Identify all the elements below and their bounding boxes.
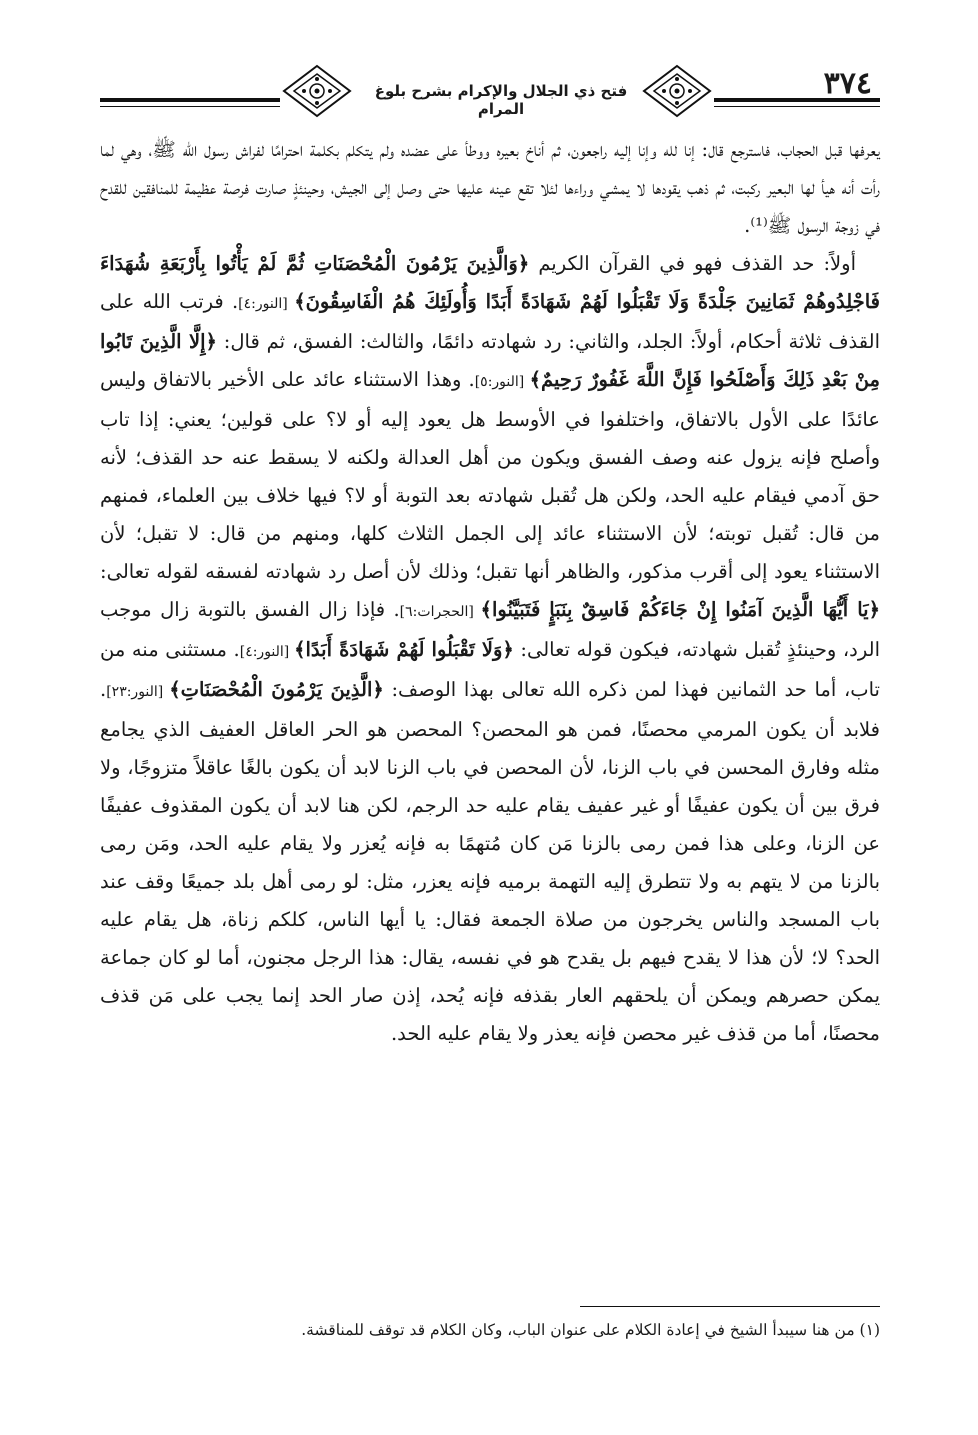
- sura-reference: [النور:٤]: [239, 644, 295, 660]
- page-number: ٣٧٤: [823, 66, 872, 101]
- text-run: . مستثنى منه من تاب، أما حد الثمانين فهذا لمن ذكره الله تعالى بهذا الوصف:: [100, 638, 880, 701]
- quran-quote: ﴿يَا أَيُّهَا الَّذِينَ آمَنُوا إِنْ جَاءَكُمْ فَاسِقٌ بِنَبَإٍ فَتَبَيَّنُوا﴾: [480, 598, 880, 621]
- footnote: (١) من هنا سيبدأ الشيخ في إعادة الكلام على عنوان الباب، وكان الكلام قد توقف للمناقشة.: [301, 1321, 880, 1339]
- quran-quote: ﴿إِلَّا الَّذِينَ تَابُوا مِنْ بَعْدِ ذَلِكَ وَأَصْلَحُوا فَإِنَّ اللَّهَ غَفُورٌ رَحِيمٌ﴾: [100, 330, 880, 391]
- quran-quote: ﴿وَالَّذِينَ يَرْمُونَ الْمُحْصَنَاتِ ثُمَّ لَمْ يَأْتُوا بِأَرْبَعَةِ شُهَدَاءَ فَاجْلِدُوهُمْ ثَمَانِينَ جَلْدَةً وَلَا تَقْبَلُوا لَهُمْ شَهَادَةً أَبَدًا وَأُولَئِكَ هُمُ الْفَاسِقُونَ﴾: [100, 252, 880, 313]
- sura-reference: [النور:٤]: [238, 296, 295, 312]
- text-run: . فإذا زال الفسق بالتوبة زال موجب الرد، وحينئذٍ تُقبل شهادته، فيكون قوله تعالى:: [100, 598, 880, 661]
- running-title: فتح ذي الجلال والإكرام بشرح بلوغ المرام: [352, 82, 650, 118]
- page-header: [100, 60, 880, 122]
- text-run: . فرتب الله على القذف ثلاثة أحكام، أولاً: الجلد، والثاني: رد شهادته دائمًا، والثالث: الفسق، ثم قال:: [100, 290, 880, 353]
- text-run: . وهذا الاستثناء عائد على الأخير بالاتفاق وليس عائدًا على الأول بالاتفاق، واختلفوا في الأوسط هل يعود إليه أو لا؟ على قولين؛ يعني: إذا تاب وأصلح فإنه يزول عنه وصف الفسق ويكون من أهل العدالة ولكنه لا يسقط عنه حد القذف؛ لأنه حق آدمي فيقام عليه الحد، ولكن هل تُقبل شهادته بعد التوبة أو لا؟ فيها خلاف بين العلماء، فمنهم من قال: تُقبل توبته؛ لأن الاستثناء عائد إلى الجمل الثلاث كلها، ومنهم من قال: لا تقبل؛ لأن الاستثناء يعود إلى أقرب مذكور، والظاهر أنها تقبل؛ وذلك لأن أصل رد شهادته لفسقه لقوله تعالى:: [100, 368, 880, 583]
- main-text: [100, 131, 880, 1053]
- ornament-right-icon: [640, 62, 714, 120]
- text-run: . فلابد أن يكون المرمي محصنًا، فمن هو المحصن؟ المحصن هو الحر العاقل العفيف الذي يجامع مثله وفارق المحسن في باب الزنا، لأن المحصن في باب الزنا لابد أن يكون بالغًا عاقلاً متزوجًا، ولا فرق بين أن يكون عفيفًا أو غير عفيف يقام عليه حد الرجم، لكن هنا لابد أن يكون المقذوف عفيفًا عن الزنا، وعلى هذا فمن رمى بالزنا مَن كان مُتهمًا به فإنه يُعزر ولا يقام عليه الحد، ومَن رمى بالزنا من لا يتهم به ولا تتطرق إليه التهمة برميه فإنه يعزر، مثل: لو رمى أهل بلد جميعًا وقف عند باب المسجد والناس يخرجون من صلاة الجمعة فقال: يا أيها الناس، كلكم زناة، هل يقام عليه الحد؟ لا؛ لأن هذا لا يقدح فيهم بل يقدح هو في نفسه، يقال: هذا الرجل مجنون، أما لو كان جماعة يمكن حصرهم ويمكن أن يلحقهم العار بقذفه فإنه يُحد، إذن صار الحد إنما يجب على مَن قذف محصنًا، أما من قذف غير محصن فإنه يعذر ولا يقام عليه الحد.: [100, 678, 880, 1045]
- sura-reference: [النور:٢٣]: [106, 684, 170, 700]
- paragraph-1: يعرفها قبل الحجاب، فاسترجع قال: إنا لله وإنا إليه راجعون، ثم أناخ بعيره ووطأ على عضده ولم يتكلم بكلمة احترامًا لفراش رسول الله ﷺ، وهي لما رأت أنه هيأ لها البعير ركبت، ثم ذهب يقودها لا يمشي وراءها لئلا تقع عينه عليها حتى وصل إلى الجيش، وحينئذٍ صارت فرصة عظيمة للمنافقين للقدح في زوجة الرسول ﷺ⁽¹⁾.: [100, 138, 880, 237]
- footnote-separator: [580, 1306, 880, 1307]
- paragraph-2: [100, 245, 880, 1053]
- text-run: أولاً: حد القذف فهو في القرآن الكريم: [529, 252, 856, 275]
- sura-reference: [النور:٥]: [474, 374, 530, 390]
- quran-quote: ﴿الَّذِينَ يَرْمُونَ الْمُحْصَنَاتِ﴾: [169, 678, 384, 701]
- quran-quote: ﴿وَلَا تَقْبَلُوا لَهُمْ شَهَادَةً أَبَدًا﴾: [294, 638, 514, 661]
- ornament-left-icon: [280, 62, 354, 120]
- sura-reference: [الحجرات:٦]: [399, 604, 481, 620]
